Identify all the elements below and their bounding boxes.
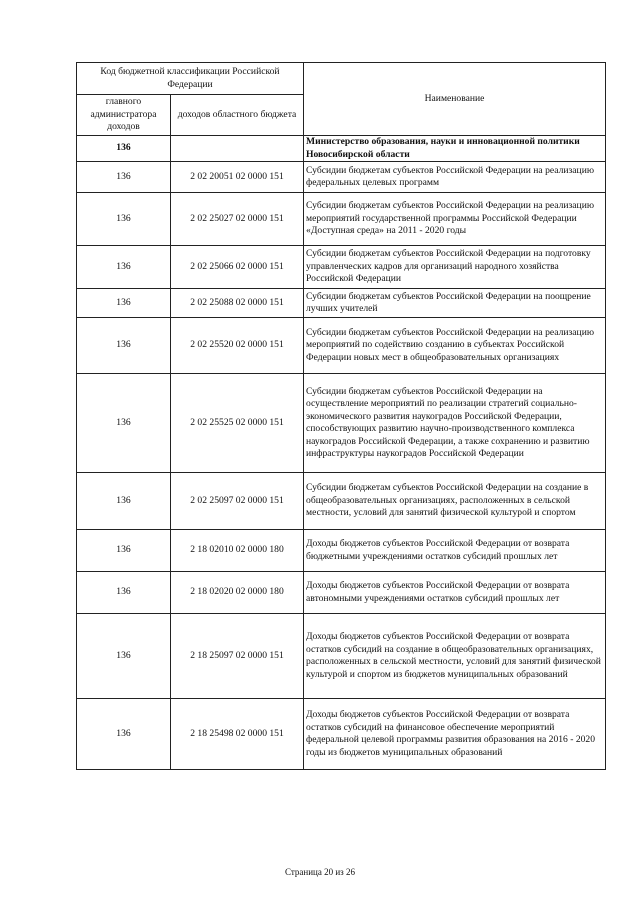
table-row: [77, 162, 606, 193]
description: Доходы бюджетов субъектов Российской Федерации от возврата автономными учреждениями остатков субсидий прошлых лет: [304, 572, 606, 614]
description: Субсидии бюджетам субъектов Российской Федерации на поощрение лучших учителей: [304, 289, 606, 318]
admin-code: 136: [77, 193, 171, 246]
table-row: [77, 614, 606, 699]
table-row: [77, 289, 606, 318]
admin-code: 136: [77, 374, 171, 473]
table-row: [77, 572, 606, 614]
income-code: 2 02 25520 02 0000 151: [171, 318, 304, 374]
income-code: 2 18 25097 02 0000 151: [171, 614, 304, 699]
description: Субсидии бюджетам субъектов Российской Федерации на создание в общеобразовательных организациях, расположенных в сельской местности, условий для занятий физической культурой и спортом: [304, 473, 606, 530]
admin-code: 136: [77, 530, 171, 572]
description: Субсидии бюджетам субъектов Российской Федерации на реализацию мероприятий государственной программы Российской Федерации «Доступная среда» на 2011 - 2020 годы: [304, 193, 606, 246]
header-admin: главного администратора доходов: [77, 95, 171, 136]
description: Доходы бюджетов субъектов Российской Федерации от возврата остатков субсидий на создание в общеобразовательных организациях, расположенных в сельской местности, условий для занятий физической культурой и спортом из бюджетов муниципальных образований: [304, 614, 606, 699]
table-row: [77, 246, 606, 289]
admin-code: 136: [77, 699, 171, 770]
header-name: Наименование: [304, 63, 606, 136]
table-row: [77, 530, 606, 572]
table-row: [77, 193, 606, 246]
ministry-name: Министерство образования, науки и инновационной политики Новосибирской области: [304, 136, 606, 162]
description: Субсидии бюджетам субъектов Российской Федерации на реализацию федеральных целевых программ: [304, 162, 606, 193]
ministry-code: 136: [77, 136, 171, 162]
income-code: 2 18 25498 02 0000 151: [171, 699, 304, 770]
description: Доходы бюджетов субъектов Российской Федерации от возврата остатков субсидий на финансовое обеспечение мероприятий федеральной целевой программы развития образования на 2016 - 2020 годы из бюджетов муниципальных образований: [304, 699, 606, 770]
admin-code: 136: [77, 162, 171, 193]
table-row: [77, 473, 606, 530]
header-group: Код бюджетной классификации Российской Федерации: [77, 63, 304, 95]
admin-code: 136: [77, 572, 171, 614]
table-row: [77, 699, 606, 770]
admin-code: 136: [77, 614, 171, 699]
description: Субсидии бюджетам субъектов Российской Федерации на подготовку управленческих кадров для организаций народного хозяйства Российской Федерации: [304, 246, 606, 289]
income-code: 2 02 25525 02 0000 151: [171, 374, 304, 473]
table-row: [77, 374, 606, 473]
income-code: 2 18 02020 02 0000 180: [171, 572, 304, 614]
budget-classification-table: [76, 62, 606, 770]
income-code: 2 18 02010 02 0000 180: [171, 530, 304, 572]
ministry-empty-cell: [171, 136, 304, 162]
income-code: 2 02 25097 02 0000 151: [171, 473, 304, 530]
income-code: 2 02 25088 02 0000 151: [171, 289, 304, 318]
income-code: 2 02 20051 02 0000 151: [171, 162, 304, 193]
description: Субсидии бюджетам субъектов Российской Федерации на реализацию мероприятий по содействию созданию в субъектах Российской Федерации новых мест в общеобразовательных организациях: [304, 318, 606, 374]
page-number: Страница 20 из 26: [285, 867, 355, 877]
admin-code: 136: [77, 318, 171, 374]
income-code: 2 02 25066 02 0000 151: [171, 246, 304, 289]
admin-code: 136: [77, 289, 171, 318]
admin-code: 136: [77, 246, 171, 289]
table-row: [77, 318, 606, 374]
ministry-row: [77, 136, 606, 162]
header-income: доходов областного бюджета: [171, 95, 304, 136]
admin-code: 136: [77, 473, 171, 530]
income-code: 2 02 25027 02 0000 151: [171, 193, 304, 246]
description: Субсидии бюджетам субъектов Российской Федерации на осуществление мероприятий по реализации стратегий социально-экономического развития наукоградов Российской Федерации, способствующих развитию научно-производственного комплекса наукоградов Российской Федерации, а также сохранению и развитию инфраструктуры наукоградов Российской Федерации: [304, 374, 606, 473]
description: Доходы бюджетов субъектов Российской Федерации от возврата бюджетными учреждениями остатков субсидий прошлых лет: [304, 530, 606, 572]
